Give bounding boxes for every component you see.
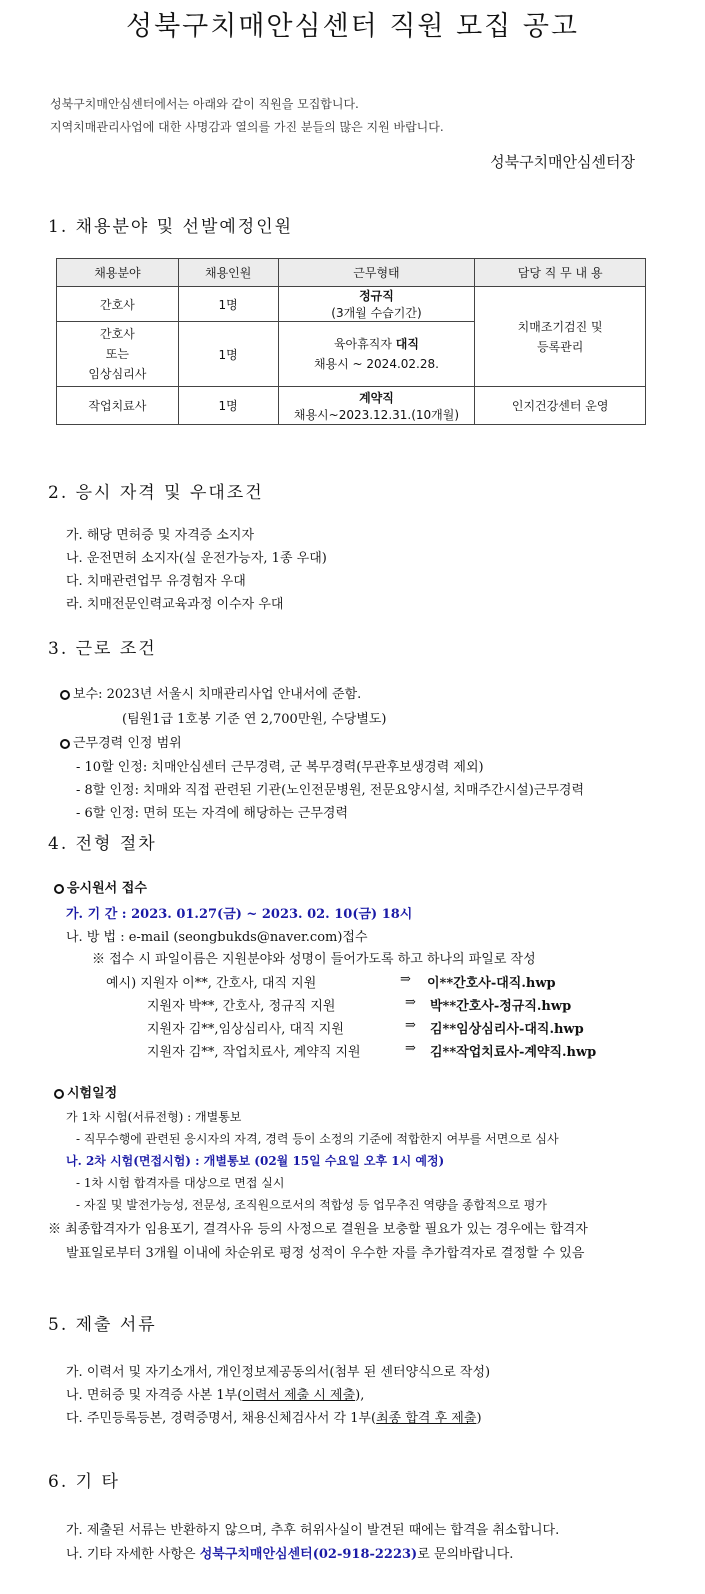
final-note: 발표일로부터 3개월 이내에 차순위로 평정 성적이 우수한 자를 추가합격자로 결정할 수 있음 xyxy=(66,1246,585,1261)
table-cell xyxy=(278,322,475,387)
apply-period: 가. 기 간 : 2023. 01.27(금) ~ 2023. 02. 10(금) 18시 xyxy=(66,907,413,922)
pay-item: 보수: 2023년 서울시 치매관리사업 안내서에 준함. xyxy=(60,683,361,702)
career-item: - 8할 인정: 치매와 직접 관련된 기관(노인전문병원, 전문요양시설, 치매주간시설)근무경력 xyxy=(76,783,585,798)
circle-bullet-icon xyxy=(54,1089,64,1099)
arrow-icon: ⇒ xyxy=(400,972,411,987)
section1-heading: 1. 채용분야 및 선발예정인원 xyxy=(48,217,294,237)
career-item: - 10할 인정: 치매안심센터 근무경력, 군 복무경력(무관후보생경력 제외) xyxy=(76,760,484,775)
table-cell-duty xyxy=(475,287,646,387)
career-label: 근무경력 인정 범위 xyxy=(60,732,182,751)
work-type-sub: 채용시 ~ 2024.02.28. xyxy=(313,357,439,371)
section2-heading: 2. 응시 자격 및 우대조건 xyxy=(48,483,264,503)
section4-heading: 4. 전형 절차 xyxy=(48,834,157,854)
example-left: 예시) 지원자 이**, 간호사, 대직 지원 xyxy=(106,976,317,991)
other-item: 가. 제출된 서류는 반환하지 않으며, 추후 허위사실이 발견된 때에는 합격을 취소합니다. xyxy=(66,1523,560,1538)
recruitment-table xyxy=(56,258,646,425)
work-type-bold: 대직 xyxy=(395,337,419,351)
table-cell: 작업치료사 xyxy=(57,387,179,425)
table-header: 담당 직 무 내 용 xyxy=(475,259,646,287)
table-row xyxy=(57,387,646,425)
example-filename: 이**간호사-대직.hwp xyxy=(427,976,556,991)
intro-line-1: 성북구치매안심센터에서는 아래와 같이 직원을 모집합니다. xyxy=(50,97,359,111)
table-cell xyxy=(57,322,179,387)
arrow-icon: ⇒ xyxy=(405,995,416,1010)
section3-heading: 3. 근로 조건 xyxy=(48,639,157,659)
example-filename: 김**임상심리사-대직.hwp xyxy=(430,1022,584,1037)
career-item: - 6할 인정: 면허 또는 자격에 해당하는 근무경력 xyxy=(76,806,349,821)
table-header: 채용인원 xyxy=(178,259,278,287)
schedule-item: - 자질 및 발전가능성, 전문성, 조직원으로서의 적합성 등 업무추진 역량을 종합적으로 평가 xyxy=(76,1198,547,1212)
table-cell: 간호사 xyxy=(57,287,179,322)
table-header: 채용분야 xyxy=(57,259,179,287)
signature: 성북구치매안심센터장 xyxy=(490,153,635,171)
example-left: 지원자 김**, 작업치료사, 계약직 지원 xyxy=(147,1045,361,1060)
table-header: 근무형태 xyxy=(278,259,475,287)
table-cell xyxy=(278,387,475,425)
duty-line: 치매조기검진 및 xyxy=(517,319,603,334)
apply-label: 응시원서 접수 xyxy=(54,877,147,896)
work-type: 정규직 xyxy=(359,289,394,303)
schedule-item: - 1차 시험 합격자를 대상으로 면접 실시 xyxy=(76,1176,285,1190)
work-type: 계약직 xyxy=(359,390,394,405)
table-header-row xyxy=(57,259,646,287)
work-type: 육아휴직자 xyxy=(333,337,396,351)
section5-heading: 5. 제출 서류 xyxy=(48,1315,157,1335)
table-cell: 1명 xyxy=(178,387,278,425)
example-left: 지원자 박**, 간호사, 정규직 지원 xyxy=(147,999,336,1014)
example-filename: 김**작업치료사-계약직.hwp xyxy=(430,1045,597,1060)
qualification-item: 라. 치매전문인력교육과정 이수자 우대 xyxy=(66,597,284,612)
qualification-item: 가. 해당 면허증 및 자격증 소지자 xyxy=(66,528,255,543)
table-cell: 1명 xyxy=(178,322,278,387)
field-line: 간호사 xyxy=(99,327,135,341)
apply-method: 나. 방 법 : e-mail (seongbukds@naver.com)접수 xyxy=(66,930,368,945)
section6-heading: 6. 기 타 xyxy=(48,1472,120,1492)
other-item: 나. 기타 자세한 사항은 성북구치매안심센터(02-918-2223)로 문의바랍니다. xyxy=(66,1547,514,1562)
table-row xyxy=(57,287,646,322)
work-type-sub: 채용시~2023.12.31.(10개월) xyxy=(293,407,460,422)
circle-bullet-icon xyxy=(54,884,64,894)
schedule-item: - 직무수행에 관련된 응시자의 자격, 경력 등이 소정의 기준에 적합한지 여부를 서면으로 심사 xyxy=(76,1132,559,1146)
circle-bullet-icon xyxy=(60,739,70,749)
page-title: 성북구치매안심센터 직원 모집 공고 xyxy=(126,11,579,42)
qualification-item: 나. 운전면허 소지자(실 운전가능자, 1종 우대) xyxy=(66,551,327,566)
intro-line-2: 지역치매관리사업에 대한 사명감과 열의를 가진 분들의 많은 지원 바랍니다. xyxy=(50,120,444,134)
table-cell-duty: 인지건강센터 운영 xyxy=(475,387,646,425)
schedule-item: 가 1차 시험(서류전형) : 개별통보 xyxy=(66,1110,242,1124)
contact-info: 성북구치매안심센터(02-918-2223) xyxy=(199,1547,418,1562)
file-name-note: ※ 접수 시 파일이름은 지원분야와 성명이 들어가도록 하고 하나의 파일로 작성 xyxy=(92,952,536,967)
final-note: ※ 최종합격자가 임용포기, 결격사유 등의 사정으로 결원을 보충할 필요가 있는 경우에는 합격자 xyxy=(48,1222,588,1237)
qualification-item: 다. 치매관련업무 유경험자 우대 xyxy=(66,574,246,589)
work-type-sub: (3개월 수습기간) xyxy=(331,306,422,320)
schedule-item: 나. 2차 시험(면접시험) : 개별통보 (02월 15일 수요일 오후 1시 예정) xyxy=(66,1154,445,1168)
example-filename: 박**간호사-정규직.hwp xyxy=(430,999,572,1014)
field-line: 임상심리사 xyxy=(88,367,147,381)
document-item: 가. 이력서 및 자기소개서, 개인정보제공동의서(첨부 된 센터양식으로 작성) xyxy=(66,1365,491,1380)
example-left: 지원자 김**,임상심리사, 대직 지원 xyxy=(147,1022,344,1037)
document-item: 다. 주민등록등본, 경력증명서, 채용신체검사서 각 1부(최종 합격 후 제출) xyxy=(66,1411,482,1426)
pay-detail: (팀원1급 1호봉 기준 연 2,700만원, 수당별도) xyxy=(122,712,387,727)
arrow-icon: ⇒ xyxy=(405,1041,416,1056)
circle-bullet-icon xyxy=(60,690,70,700)
duty-line: 등록관리 xyxy=(536,339,584,354)
document-item: 나. 면허증 및 자격증 사본 1부(이력서 제출 시 제출), xyxy=(66,1388,365,1403)
table-cell: 1명 xyxy=(178,287,278,322)
arrow-icon: ⇒ xyxy=(405,1018,416,1033)
table-cell xyxy=(278,287,475,322)
schedule-label: 시험일정 xyxy=(54,1082,117,1101)
field-line: 또는 xyxy=(105,347,129,361)
